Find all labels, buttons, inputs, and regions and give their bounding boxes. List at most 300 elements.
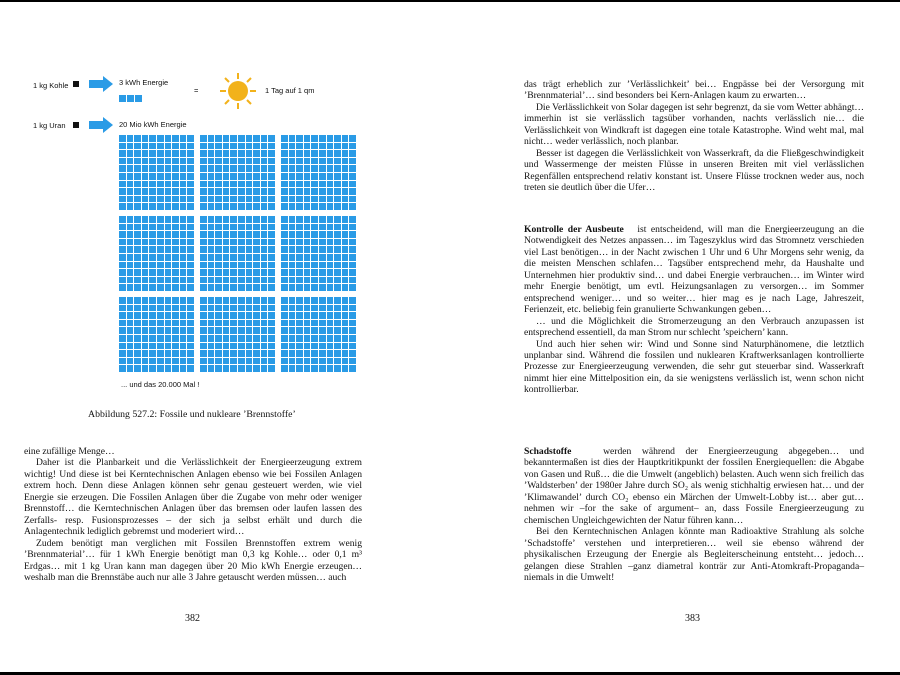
energy-unit-square: [215, 181, 222, 188]
energy-unit-square: [268, 305, 275, 312]
energy-unit-square: [334, 196, 341, 203]
energy-unit-square: [157, 269, 164, 276]
energy-unit-square: [238, 320, 245, 327]
energy-unit-square: [172, 327, 179, 334]
energy-unit-square: [281, 358, 288, 365]
energy-unit-square: [230, 327, 237, 334]
energy-unit-square: [119, 269, 126, 276]
energy-unit-square: [157, 224, 164, 231]
energy-unit-square: [119, 216, 126, 223]
energy-unit-square: [246, 327, 253, 334]
energy-unit-square: [327, 216, 334, 223]
energy-unit-square: [349, 224, 356, 231]
energy-unit-square: [311, 312, 318, 319]
energy-unit-square: [180, 262, 187, 269]
energy-unit-square: [142, 327, 149, 334]
energy-unit-square: [127, 358, 134, 365]
energy-unit-square: [289, 365, 296, 372]
energy-unit-square: [296, 277, 303, 284]
energy-unit-square: [230, 277, 237, 284]
energy-unit-square: [319, 135, 326, 142]
energy-unit-square: [142, 312, 149, 319]
energy-unit-square: [200, 173, 207, 180]
energy-unit-square: [172, 335, 179, 342]
energy-unit-square: [349, 165, 356, 172]
energy-unit-square: [327, 203, 334, 210]
energy-block: [200, 216, 275, 291]
energy-unit-square: [187, 343, 194, 350]
energy-unit-square: [223, 231, 230, 238]
energy-unit-square: [165, 188, 172, 195]
energy-unit-square: [215, 158, 222, 165]
energy-unit-square: [327, 343, 334, 350]
energy-unit-square: [319, 150, 326, 157]
energy-unit-square: [208, 297, 215, 304]
energy-unit-square: [208, 165, 215, 172]
energy-unit-square: [134, 365, 141, 372]
energy-unit-square: [119, 150, 126, 157]
energy-unit-square: [334, 181, 341, 188]
energy-unit-square: [281, 262, 288, 269]
energy-unit-square: [149, 224, 156, 231]
energy-unit-square: [134, 135, 141, 142]
energy-unit-square: [165, 262, 172, 269]
energy-unit-square: [200, 239, 207, 246]
energy-unit-square: [238, 269, 245, 276]
energy-unit-square: [187, 150, 194, 157]
energy-unit-square: [127, 350, 134, 357]
energy-unit-square: [238, 165, 245, 172]
energy-unit-square: [349, 254, 356, 261]
energy-unit-square: [296, 203, 303, 210]
energy-unit-square: [142, 343, 149, 350]
energy-unit-square: [200, 312, 207, 319]
energy-unit-square: [296, 297, 303, 304]
energy-unit-square: [261, 196, 268, 203]
energy-unit-square: [127, 203, 134, 210]
energy-unit-square: [319, 335, 326, 342]
energy-unit-square: [215, 277, 222, 284]
energy-unit-square: [268, 246, 275, 253]
energy-unit-square: [134, 239, 141, 246]
energy-unit-square: [230, 158, 237, 165]
energy-unit-square: [208, 262, 215, 269]
energy-unit-square: [223, 173, 230, 180]
paragraph: Bei den Kerntechnischen Anlagen könnte man Radioaktive Strahlung als solche ’Schadstoffe’ verstehen und interpretieren… weil sie ebenso während der physikalischen Erzeugung der Energie als Begleiterscheinung entsteht… jedoch… gelangen diese Strahlen –ganz diametral konträr zur Anti-Atomkraft-Propaganda– niemals in die Umwelt!: [524, 526, 864, 583]
energy-unit-square: [142, 297, 149, 304]
energy-unit-square: [134, 358, 141, 365]
energy-unit-square: [142, 181, 149, 188]
energy-unit-square: [223, 165, 230, 172]
energy-unit-square: [230, 358, 237, 365]
energy-unit-square: [261, 165, 268, 172]
energy-unit-square: [127, 158, 134, 165]
energy-unit-square: [172, 158, 179, 165]
energy-unit-square: [349, 297, 356, 304]
energy-unit-square: [165, 181, 172, 188]
energy-unit-square: [268, 165, 275, 172]
energy-unit-square: [281, 188, 288, 195]
energy-unit-square: [180, 173, 187, 180]
energy-unit-square: [246, 254, 253, 261]
energy-unit-square: [157, 343, 164, 350]
energy-unit-square: [165, 203, 172, 210]
energy-unit-square: [281, 246, 288, 253]
energy-unit-square: [172, 231, 179, 238]
energy-unit-square: [281, 254, 288, 261]
energy-unit-square: [187, 277, 194, 284]
energy-unit-square: [142, 239, 149, 246]
energy-unit-square: [334, 203, 341, 210]
energy-unit-square: [149, 358, 156, 365]
energy-unit-square: [246, 173, 253, 180]
energy-unit-square: [223, 312, 230, 319]
energy-unit-square: [311, 143, 318, 150]
energy-unit-square: [342, 262, 349, 269]
energy-unit-square: [289, 239, 296, 246]
energy-unit-square: [187, 143, 194, 150]
energy-unit-square: [253, 358, 260, 365]
energy-unit-square: [208, 158, 215, 165]
energy-unit-square: [200, 254, 207, 261]
energy-unit-square: [281, 312, 288, 319]
energy-unit-square: [342, 358, 349, 365]
energy-unit-square: [208, 269, 215, 276]
energy-unit-square: [172, 188, 179, 195]
paragraph: eine zufällige Menge…: [24, 446, 115, 457]
energy-unit-square: [334, 143, 341, 150]
energy-unit-square: [134, 269, 141, 276]
figure-note: ... und das 20.000 Mal !: [121, 380, 200, 389]
energy-unit-square: [311, 254, 318, 261]
energy-unit-square: [230, 269, 237, 276]
energy-unit-square: [253, 284, 260, 291]
energy-unit-square: [296, 216, 303, 223]
energy-unit-square: [187, 262, 194, 269]
energy-block: [281, 216, 356, 291]
energy-unit-square: [311, 320, 318, 327]
energy-unit-square: [246, 350, 253, 357]
energy-unit-square: [230, 297, 237, 304]
energy-unit-square: [296, 262, 303, 269]
energy-unit-square: [304, 343, 311, 350]
energy-unit-square: [289, 216, 296, 223]
energy-unit-square: [246, 297, 253, 304]
energy-unit-square: [223, 320, 230, 327]
energy-unit-square: [349, 203, 356, 210]
energy-unit-square: [268, 231, 275, 238]
energy-unit-square: [304, 312, 311, 319]
energy-unit-square: [238, 312, 245, 319]
energy-unit-square: [208, 203, 215, 210]
energy-unit-square: [119, 165, 126, 172]
energy-unit-square: [311, 158, 318, 165]
energy-unit-square: [200, 262, 207, 269]
energy-unit-square: [342, 312, 349, 319]
section-kontrolle: [524, 224, 864, 396]
energy-unit-square: [334, 284, 341, 291]
energy-unit-square: [187, 269, 194, 276]
energy-unit-square: [281, 239, 288, 246]
energy-unit-square: [142, 135, 149, 142]
energy-unit-square: [149, 181, 156, 188]
energy-unit-square: [223, 196, 230, 203]
energy-unit-square: [253, 262, 260, 269]
energy-unit-square: [289, 358, 296, 365]
energy-unit-square: [208, 181, 215, 188]
energy-unit-square: [261, 320, 268, 327]
energy-unit-square: [253, 224, 260, 231]
energy-unit-square: [142, 365, 149, 372]
energy-unit-square: [246, 203, 253, 210]
energy-unit-square: [180, 239, 187, 246]
energy-unit-square: [208, 231, 215, 238]
energy-block: [281, 135, 356, 210]
energy-unit-square: [142, 358, 149, 365]
energy-unit-square: [349, 181, 356, 188]
energy-unit-square: [134, 320, 141, 327]
energy-unit-square: [253, 297, 260, 304]
energy-unit-square: [253, 269, 260, 276]
energy-unit-square: [311, 365, 318, 372]
energy-unit-square: [187, 231, 194, 238]
energy-unit-square: [246, 158, 253, 165]
energy-unit-square: [142, 173, 149, 180]
energy-unit-square: [319, 358, 326, 365]
energy-unit-square: [200, 135, 207, 142]
energy-unit-square: [311, 188, 318, 195]
energy-unit-square: [281, 150, 288, 157]
energy-unit-square: [246, 277, 253, 284]
energy-unit-square: [261, 158, 268, 165]
energy-unit-square: [157, 150, 164, 157]
energy-unit-square: [304, 181, 311, 188]
energy-unit-square: [253, 335, 260, 342]
energy-unit-square: [208, 143, 215, 150]
energy-block: [200, 135, 275, 210]
energy-unit-square: [268, 320, 275, 327]
energy-unit-square: [134, 224, 141, 231]
energy-unit-square: [304, 262, 311, 269]
energy-unit-square: [223, 203, 230, 210]
energy-unit-square: [342, 343, 349, 350]
energy-unit-square: [253, 216, 260, 223]
energy-unit-square: [180, 158, 187, 165]
energy-unit-square: [304, 277, 311, 284]
energy-unit-square: [289, 350, 296, 357]
energy-unit-square: [261, 203, 268, 210]
energy-unit-square: [200, 188, 207, 195]
energy-unit-square: [304, 173, 311, 180]
energy-unit-square: [342, 173, 349, 180]
energy-unit-square: [187, 305, 194, 312]
energy-unit-square: [223, 181, 230, 188]
energy-unit-square: [157, 327, 164, 334]
energy-unit-square: [342, 150, 349, 157]
energy-unit-square: [157, 365, 164, 372]
energy-unit-square: [342, 284, 349, 291]
energy-unit-square: [349, 143, 356, 150]
energy-unit-square: [268, 358, 275, 365]
energy-unit-square: [165, 327, 172, 334]
energy-unit-square: [296, 246, 303, 253]
energy-unit-square: [208, 320, 215, 327]
energy-unit-square: [238, 365, 245, 372]
energy-unit-square: [268, 335, 275, 342]
energy-unit-square: [261, 269, 268, 276]
energy-unit-square: [215, 254, 222, 261]
energy-unit-square: [172, 312, 179, 319]
energy-unit-square: [149, 335, 156, 342]
energy-unit-square: [281, 269, 288, 276]
energy-unit-square: [319, 158, 326, 165]
energy-unit-square: [327, 358, 334, 365]
energy-unit-square: [246, 269, 253, 276]
energy-unit-square: [289, 284, 296, 291]
energy-unit-square: [304, 254, 311, 261]
energy-unit-square: [253, 231, 260, 238]
energy-unit-square: [134, 343, 141, 350]
energy-unit-square: [289, 262, 296, 269]
energy-unit-square: [180, 312, 187, 319]
energy-unit-square: [327, 231, 334, 238]
energy-unit-square: [215, 135, 222, 142]
energy-unit-square: [230, 216, 237, 223]
energy-unit-square: [134, 246, 141, 253]
energy-unit-square: [127, 165, 134, 172]
energy-unit-square: [311, 231, 318, 238]
energy-unit-square: [134, 350, 141, 357]
energy-unit-square: [319, 143, 326, 150]
energy-unit-square: [268, 297, 275, 304]
energy-unit-square: [180, 343, 187, 350]
energy-unit-square: [215, 196, 222, 203]
section-lead-text: ist entscheidend, will man die Energieerzeugung an die Notwendigkeit des Netzes anpassen… im Tageszyklus wird das Stromnetz verschieden viel Last benötigen… in der Nacht zwischen 1 Uhr und 6 Uhr Morgens sehr wenig, da die meisten Menschen schlafen… Tagsüber entsprechend mehr, da Haushalte und Unternehmen hier produktiv sind… und dabei Energie verbrauchen… im Winter wird mehr Energie benötigt, um evtl. Heizungsanlagen zu versorgen… im Sommer entsprechend weniger… und so weiter… hier mag es je nach Lage, Jahreszeit, Ferienzeit, etc. beliebig fein granulierte Schwankungen geben…: [524, 224, 864, 316]
energy-unit-square: [289, 246, 296, 253]
energy-unit-square: [208, 224, 215, 231]
energy-unit-square: [230, 343, 237, 350]
energy-unit-square: [311, 335, 318, 342]
energy-unit-square: [208, 188, 215, 195]
energy-unit-square: [172, 277, 179, 284]
energy-unit-square: [304, 224, 311, 231]
energy-unit-square: [311, 358, 318, 365]
energy-unit-square: [296, 135, 303, 142]
right-body-text-top: [524, 79, 864, 194]
energy-unit-square: [172, 343, 179, 350]
energy-unit-square: [172, 269, 179, 276]
energy-unit-square: [261, 181, 268, 188]
energy-unit-square: [200, 150, 207, 157]
energy-unit-square: [180, 297, 187, 304]
energy-unit-square: [187, 239, 194, 246]
paragraph: [524, 224, 864, 316]
energy-unit-square: [127, 269, 134, 276]
energy-unit-square: [253, 312, 260, 319]
energy-unit-square: [200, 143, 207, 150]
energy-unit-square: [200, 224, 207, 231]
energy-unit-square: [268, 135, 275, 142]
energy-unit-square: [149, 327, 156, 334]
energy-unit-square: [200, 246, 207, 253]
energy-unit-square: [238, 277, 245, 284]
energy-unit-square: [296, 188, 303, 195]
energy-unit-square: [296, 365, 303, 372]
energy-unit-square: [327, 239, 334, 246]
energy-unit-square: [165, 297, 172, 304]
energy-unit-square: [238, 350, 245, 357]
energy-unit-square: [165, 343, 172, 350]
energy-unit-square: [157, 262, 164, 269]
energy-unit-square: [238, 254, 245, 261]
energy-unit-square: [127, 297, 134, 304]
energy-unit-square: [289, 343, 296, 350]
energy-unit-square: [296, 305, 303, 312]
energy-block: [200, 297, 275, 372]
energy-unit-square: [230, 335, 237, 342]
energy-unit-square: [200, 269, 207, 276]
energy-unit-square: [180, 165, 187, 172]
energy-unit-square: [215, 358, 222, 365]
energy-unit-square: [187, 181, 194, 188]
energy-unit-square: [289, 135, 296, 142]
energy-unit-square: [327, 196, 334, 203]
energy-unit-square: [281, 143, 288, 150]
energy-unit-square: [342, 165, 349, 172]
energy-unit-square: [127, 327, 134, 334]
energy-unit-square: [223, 158, 230, 165]
energy-unit-square: [187, 320, 194, 327]
energy-unit-square: [253, 327, 260, 334]
coal-energy-label: 3 kWh Energie: [119, 78, 169, 87]
energy-unit-square: [304, 335, 311, 342]
energy-unit-square: [319, 277, 326, 284]
energy-unit-square: [165, 320, 172, 327]
energy-unit-square: [215, 269, 222, 276]
energy-unit-square: [334, 343, 341, 350]
energy-unit-square: [149, 277, 156, 284]
energy-unit-square: [134, 262, 141, 269]
energy-unit-square: [327, 262, 334, 269]
energy-unit-square: [134, 143, 141, 150]
energy-unit-square: [187, 188, 194, 195]
energy-unit-square: [127, 231, 134, 238]
energy-unit-square: [149, 350, 156, 357]
energy-block: [119, 135, 194, 210]
energy-unit-square: [268, 216, 275, 223]
energy-unit-square: [165, 277, 172, 284]
energy-unit-square: [215, 165, 222, 172]
energy-unit-square: [208, 173, 215, 180]
energy-unit-square: [334, 173, 341, 180]
energy-unit-square: [165, 135, 172, 142]
energy-unit-square: [253, 277, 260, 284]
energy-unit-square: [157, 358, 164, 365]
energy-unit-square: [296, 196, 303, 203]
energy-unit-square: [253, 165, 260, 172]
energy-unit-square: [134, 312, 141, 319]
energy-unit-square: [230, 143, 237, 150]
energy-unit-square: [223, 239, 230, 246]
energy-unit-square: [165, 150, 172, 157]
energy-unit-square: [180, 320, 187, 327]
energy-unit-square: [200, 203, 207, 210]
energy-unit-square: [304, 231, 311, 238]
energy-unit-square: [149, 239, 156, 246]
energy-unit-square: [208, 365, 215, 372]
energy-unit-square: [134, 181, 141, 188]
energy-unit-square: [165, 312, 172, 319]
